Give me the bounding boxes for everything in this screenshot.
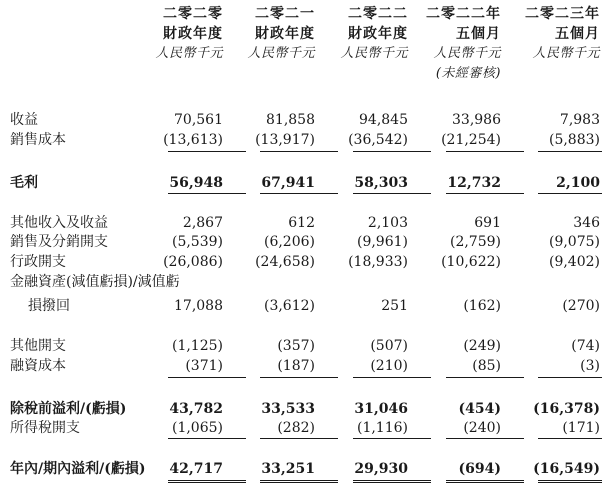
cell-value: (357) (277, 338, 315, 354)
column-header-period: 五個月 (456, 26, 501, 42)
double-underline-rule (538, 482, 602, 483)
cell-value: (26,086) (163, 254, 223, 270)
cell-value: (454) (458, 401, 501, 417)
column-header-fy2022 (318, 4, 408, 64)
cell-value: 612 (288, 215, 315, 231)
cell-value: (270) (562, 298, 600, 314)
column-header-year: 二零二二 (348, 6, 408, 22)
column-header-year: 二零二零 (163, 6, 223, 22)
cell-value: (240) (463, 420, 501, 436)
row-label: 其他收入及收益 (10, 215, 108, 231)
cell-value: 346 (573, 215, 600, 231)
underline-rule (353, 377, 431, 378)
cell-value: (9,961) (356, 234, 408, 250)
table-row-gross-profit (0, 174, 613, 192)
cell-value: 33,986 (452, 112, 501, 128)
cell-value: (162) (463, 298, 501, 314)
column-header-5m2023 (510, 4, 600, 64)
cell-value: 17,088 (174, 298, 223, 314)
cell-value: 81,858 (266, 112, 315, 128)
table-row-admin-expenses (0, 253, 613, 271)
underline-rule (446, 377, 524, 378)
underline-rule (538, 480, 602, 481)
underline-rule (538, 438, 602, 439)
cell-value: 33,533 (261, 401, 315, 417)
row-label: 銷售成本 (10, 132, 66, 148)
cell-value: (16,549) (533, 461, 600, 477)
underline-rule (446, 480, 524, 481)
row-label: 年內/期內溢利/(虧損) (10, 461, 146, 477)
cell-value: (9,075) (548, 234, 600, 250)
cell-value: (16,378) (533, 401, 600, 417)
cell-value: (10,622) (441, 254, 501, 270)
cell-value: (21,254) (441, 132, 501, 148)
table-row-cost-of-sales (0, 131, 613, 149)
column-header-5m2022 (411, 4, 501, 84)
cell-value: (3) (580, 358, 600, 374)
underline-rule (353, 151, 431, 152)
table-row-selling-expenses (0, 233, 613, 251)
cell-value: (282) (277, 420, 315, 436)
cell-value: (3,612) (263, 298, 315, 314)
underline-rule (353, 438, 431, 439)
table-row-finance-costs (0, 357, 613, 375)
cell-value: 691 (474, 215, 501, 231)
cell-value: (1,065) (171, 420, 223, 436)
row-label: 金融資產(減值虧損)/減值虧 (10, 274, 180, 290)
underline-rule (538, 193, 602, 194)
underline-rule (446, 193, 524, 194)
underline-rule (353, 193, 431, 194)
underline-rule (538, 151, 602, 152)
column-header-unit: 人民幣千元 (532, 46, 600, 61)
row-label: 融資成本 (10, 358, 66, 374)
underline-rule (353, 480, 431, 481)
column-header-fy2021 (225, 4, 315, 64)
cell-value: (2,759) (449, 234, 501, 250)
row-label: 行政開支 (10, 254, 66, 270)
cell-value: (24,658) (255, 254, 315, 270)
cell-value: (18,933) (348, 254, 408, 270)
table-row-impairment (0, 297, 613, 315)
cell-value: (36,542) (348, 132, 408, 148)
underline-rule (168, 193, 246, 194)
column-header-unit: 人民幣千元 (155, 46, 223, 61)
underline-rule (168, 480, 246, 481)
cell-value: 56,948 (169, 175, 223, 191)
cell-value: (13,613) (163, 132, 223, 148)
table-row-profit-before-tax (0, 400, 613, 418)
cell-value: (371) (185, 358, 223, 374)
underline-rule (446, 438, 524, 439)
table-row-other-income (0, 214, 613, 232)
table-row-revenue (0, 111, 613, 129)
underline-rule (538, 377, 602, 378)
cell-value: 2,867 (182, 215, 223, 231)
table-row-profit-for-period (0, 460, 613, 478)
column-header-unit: 人民幣千元 (433, 46, 501, 61)
underline-rule (260, 438, 338, 439)
double-underline-rule (260, 482, 338, 483)
column-header-period: 財政年度 (163, 26, 223, 42)
cell-value: (74) (571, 338, 600, 354)
cell-value: (5,539) (171, 234, 223, 250)
column-header-period: 財政年度 (348, 26, 408, 42)
column-header-unaudited-note: (未經審核) (435, 66, 501, 81)
underline-rule (168, 377, 246, 378)
row-label: 所得稅開支 (10, 420, 80, 436)
cell-value: (249) (463, 338, 501, 354)
underline-rule (260, 377, 338, 378)
cell-value: (694) (458, 461, 501, 477)
cell-value: 58,303 (354, 175, 408, 191)
column-header-unit: 人民幣千元 (340, 46, 408, 61)
underline-rule (260, 151, 338, 152)
cell-value: 251 (381, 298, 408, 314)
cell-value: (1,116) (356, 420, 408, 436)
underline-rule (168, 151, 246, 152)
cell-value: 33,251 (261, 461, 315, 477)
cell-value: (507) (370, 338, 408, 354)
cell-value: 29,930 (354, 461, 408, 477)
cell-value: (85) (472, 358, 501, 374)
underline-rule (260, 193, 338, 194)
cell-value: 42,717 (169, 461, 223, 477)
cell-value: (6,206) (263, 234, 315, 250)
table-row-income-tax (0, 419, 613, 437)
column-header-period: 財政年度 (255, 26, 315, 42)
cell-value: (9,402) (548, 254, 600, 270)
column-header-period: 五個月 (555, 26, 600, 42)
cell-value: (171) (562, 420, 600, 436)
cell-value: 67,941 (261, 175, 315, 191)
cell-value: 2,103 (367, 215, 408, 231)
double-underline-rule (353, 482, 431, 483)
cell-value: (1,125) (171, 338, 223, 354)
cell-value: (13,917) (255, 132, 315, 148)
underline-rule (446, 151, 524, 152)
cell-value: 2,100 (556, 175, 600, 191)
row-label-continued: 損撥回 (28, 298, 70, 314)
row-label: 除稅前溢利/(虧損) (10, 401, 127, 417)
cell-value: 12,732 (447, 175, 501, 191)
row-label: 收益 (10, 112, 38, 128)
column-header-year: 二零二三年 (525, 6, 600, 22)
column-header-year: 二零二二年 (426, 6, 501, 22)
cell-value: 70,561 (174, 112, 223, 128)
table-row-impairment-label (0, 273, 613, 291)
cell-value: (210) (370, 358, 408, 374)
cell-value: (5,883) (548, 132, 600, 148)
table-row-other-expenses (0, 337, 613, 355)
column-header-unit: 人民幣千元 (247, 46, 315, 61)
cell-value: 43,782 (169, 401, 223, 417)
cell-value: (187) (277, 358, 315, 374)
cell-value: 7,983 (559, 112, 600, 128)
row-label: 其他開支 (10, 338, 66, 354)
column-header-year: 二零二一 (255, 6, 315, 22)
cell-value: 31,046 (354, 401, 408, 417)
cell-value: 94,845 (359, 112, 408, 128)
column-header-fy2020 (133, 4, 223, 64)
row-label: 毛利 (10, 175, 38, 191)
underline-rule (168, 438, 246, 439)
double-underline-rule (446, 482, 524, 483)
row-label: 銷售及分銷開支 (10, 234, 108, 250)
double-underline-rule (168, 482, 246, 483)
underline-rule (260, 480, 338, 481)
